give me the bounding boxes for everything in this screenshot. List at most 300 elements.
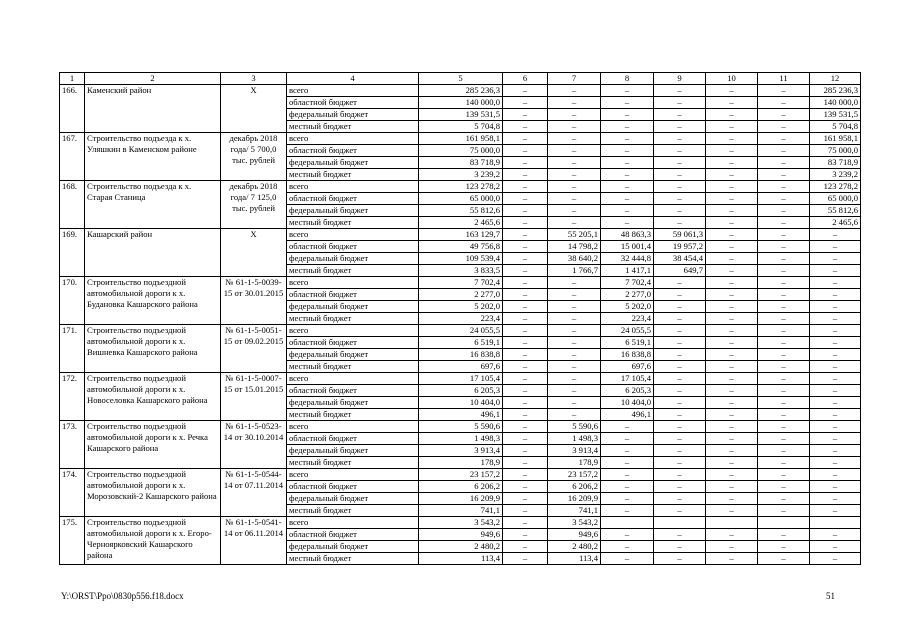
amount-cell: 3 913,4 (419, 445, 503, 457)
amount-cell: 2 480,2 (548, 541, 601, 553)
amount-cell: 16 209,9 (548, 493, 601, 505)
budget-source-cell: местный бюджет (287, 553, 419, 565)
row-number-cell: 170. (60, 277, 85, 325)
amount-cell: – (503, 481, 548, 493)
amount-cell: 140 000,0 (419, 97, 503, 109)
column-number-header: 8 (601, 73, 654, 85)
amount-cell: – (654, 85, 706, 97)
table-row (60, 421, 861, 433)
amount-cell: – (601, 109, 654, 121)
amount-cell: 6 519,1 (601, 337, 654, 349)
amount-cell: – (654, 145, 706, 157)
amount-cell: 949,6 (548, 529, 601, 541)
amount-cell: – (503, 445, 548, 457)
amount-cell: – (503, 385, 548, 397)
registration-cell: № 61-1-5-0541-14 от 06.11.2014 (221, 517, 287, 565)
amount-cell: – (503, 469, 548, 481)
amount-cell: – (503, 301, 548, 313)
amount-cell: 285 236,3 (419, 85, 503, 97)
amount-cell: – (654, 313, 706, 325)
budget-source-cell: всего (287, 133, 419, 145)
amount-cell: – (758, 157, 810, 169)
amount-cell: – (503, 517, 548, 529)
amount-cell: 5 202,0 (419, 301, 503, 313)
table-row (60, 373, 861, 385)
budget-source-cell: областной бюджет (287, 529, 419, 541)
column-number-header: 1 (60, 73, 85, 85)
amount-cell: – (758, 421, 810, 433)
amount-cell: 38 640,2 (548, 253, 601, 265)
amount-cell: – (758, 229, 810, 241)
amount-cell: – (758, 205, 810, 217)
amount-cell: 7 702,4 (419, 277, 503, 289)
amount-cell: – (601, 133, 654, 145)
amount-cell: 38 454,4 (654, 253, 706, 265)
amount-cell: 496,1 (601, 409, 654, 421)
amount-cell: – (654, 553, 706, 565)
amount-cell: – (758, 313, 810, 325)
amount-cell: – (706, 121, 758, 133)
amount-cell: 3 543,2 (419, 517, 503, 529)
amount-cell: – (654, 445, 706, 457)
amount-cell: 17 105,4 (419, 373, 503, 385)
column-number-header: 6 (503, 73, 548, 85)
amount-cell: – (810, 289, 861, 301)
amount-cell: – (706, 97, 758, 109)
amount-cell: – (758, 373, 810, 385)
table-row (60, 325, 861, 337)
amount-cell: – (654, 457, 706, 469)
amount-cell: – (758, 325, 810, 337)
amount-cell: 32 444,8 (601, 253, 654, 265)
amount-cell: – (654, 289, 706, 301)
amount-cell: – (503, 241, 548, 253)
amount-cell: – (810, 337, 861, 349)
amount-cell: – (654, 385, 706, 397)
amount-cell: – (503, 325, 548, 337)
amount-cell: 161 958,1 (419, 133, 503, 145)
amount-cell: – (503, 265, 548, 277)
amount-cell: 83 718,9 (810, 157, 861, 169)
column-number-header: 12 (810, 73, 861, 85)
header-row (60, 73, 861, 85)
amount-cell: 123 278,2 (810, 181, 861, 193)
amount-cell: – (810, 277, 861, 289)
object-name-cell: Строительство подъезда к х. Уляшкин в Каменском районе (85, 133, 221, 181)
amount-cell: – (548, 277, 601, 289)
amount-cell: – (706, 529, 758, 541)
amount-cell: – (601, 85, 654, 97)
row-number-cell: 167. (60, 133, 85, 181)
amount-cell: – (503, 397, 548, 409)
budget-source-cell: местный бюджет (287, 121, 419, 133)
budget-source-cell: федеральный бюджет (287, 397, 419, 409)
amount-cell: 83 718,9 (419, 157, 503, 169)
amount-cell: – (601, 541, 654, 553)
amount-cell: 23 157,2 (419, 469, 503, 481)
amount-cell: 6 519,1 (419, 337, 503, 349)
amount-cell: 7 702,4 (601, 277, 654, 289)
amount-cell: – (503, 193, 548, 205)
amount-cell: – (758, 145, 810, 157)
amount-cell: – (654, 481, 706, 493)
object-name-cell: Каменский район (85, 85, 221, 133)
amount-cell: – (503, 277, 548, 289)
amount-cell: – (548, 109, 601, 121)
amount-cell: – (503, 289, 548, 301)
amount-cell: – (601, 457, 654, 469)
registration-cell: декабрь 2018 года/ 5 700,0 тыс. рублей (221, 133, 287, 181)
table-row (60, 181, 861, 193)
amount-cell: – (601, 205, 654, 217)
amount-cell: – (706, 457, 758, 469)
budget-source-cell: федеральный бюджет (287, 157, 419, 169)
amount-cell: – (706, 277, 758, 289)
amount-cell: – (503, 337, 548, 349)
amount-cell: – (706, 157, 758, 169)
amount-cell: – (758, 277, 810, 289)
budget-source-cell: местный бюджет (287, 265, 419, 277)
amount-cell: – (758, 121, 810, 133)
amount-cell (654, 517, 706, 529)
amount-cell: 6 205,3 (419, 385, 503, 397)
amount-cell: – (503, 409, 548, 421)
amount-cell: – (706, 145, 758, 157)
amount-cell: – (601, 505, 654, 517)
amount-cell: 140 000,0 (810, 97, 861, 109)
budget-source-cell: всего (287, 85, 419, 97)
budget-source-cell: областной бюджет (287, 97, 419, 109)
amount-cell: – (654, 157, 706, 169)
amount-cell: 24 055,5 (601, 325, 654, 337)
amount-cell: 75 000,0 (419, 145, 503, 157)
amount-cell: – (548, 121, 601, 133)
amount-cell: – (503, 553, 548, 565)
amount-cell: – (503, 313, 548, 325)
amount-cell: – (706, 85, 758, 97)
amount-cell: 14 798,2 (548, 241, 601, 253)
registration-cell: № 61-1-5-0007-15 от 15.01.2015 (221, 373, 287, 421)
amount-cell: – (503, 457, 548, 469)
amount-cell: 15 001,4 (601, 241, 654, 253)
amount-cell: – (654, 505, 706, 517)
amount-cell: 5 704,8 (810, 121, 861, 133)
amount-cell: – (810, 433, 861, 445)
amount-cell: – (706, 469, 758, 481)
amount-cell: – (758, 349, 810, 361)
row-number-cell: 175. (60, 517, 85, 565)
amount-cell: – (503, 421, 548, 433)
amount-cell: – (503, 217, 548, 229)
budget-source-cell: всего (287, 181, 419, 193)
table-row (60, 517, 861, 529)
amount-cell: – (601, 445, 654, 457)
object-name-cell: Строительство подъездной автомобильной дороги к х. Речка Кашарского района (85, 421, 221, 469)
budget-source-cell: областной бюджет (287, 385, 419, 397)
amount-cell: – (758, 193, 810, 205)
amount-cell: – (810, 421, 861, 433)
amount-cell: – (706, 337, 758, 349)
budget-source-cell: местный бюджет (287, 169, 419, 181)
amount-cell: – (503, 133, 548, 145)
object-name-cell: Строительство подъездной автомобильной дороги к х. Вишневка Кашарского района (85, 325, 221, 373)
amount-cell: – (758, 505, 810, 517)
table-row (60, 85, 861, 97)
budget-source-cell: всего (287, 421, 419, 433)
amount-cell: – (548, 289, 601, 301)
amount-cell: – (654, 193, 706, 205)
amount-cell: – (810, 325, 861, 337)
amount-cell: 113,4 (419, 553, 503, 565)
amount-cell: – (503, 157, 548, 169)
amount-cell: 285 236,3 (810, 85, 861, 97)
registration-cell: № 61-1-5-0523-14 от 30.10.2014 (221, 421, 287, 469)
amount-cell: 16 838,8 (601, 349, 654, 361)
amount-cell: 75 000,0 (810, 145, 861, 157)
amount-cell: – (654, 205, 706, 217)
amount-cell: – (548, 133, 601, 145)
amount-cell: – (758, 301, 810, 313)
column-number-header: 2 (85, 73, 221, 85)
object-name-cell: Строительство подъездной автомобильной дороги к х. Морозовский-2 Кашарского района (85, 469, 221, 517)
row-number-cell: 168. (60, 181, 85, 229)
amount-cell: – (810, 313, 861, 325)
table-row (60, 229, 861, 241)
amount-cell: 2 480,2 (419, 541, 503, 553)
row-number-cell: 173. (60, 421, 85, 469)
amount-cell: – (503, 505, 548, 517)
amount-cell: 139 531,5 (419, 109, 503, 121)
amount-cell: – (654, 169, 706, 181)
row-number-cell: 172. (60, 373, 85, 421)
amount-cell: 10 404,0 (601, 397, 654, 409)
object-name-cell: Строительство подъездной автомобильной дороги к х. Новоселовка Кашарского района (85, 373, 221, 421)
amount-cell: – (758, 445, 810, 457)
amount-cell: – (548, 157, 601, 169)
amount-cell: – (654, 469, 706, 481)
amount-cell: – (758, 109, 810, 121)
registration-cell: декабрь 2018 года/ 7 125,0 тыс. рублей (221, 181, 287, 229)
amount-cell: – (654, 121, 706, 133)
amount-cell: – (654, 277, 706, 289)
amount-cell: 59 061,3 (654, 229, 706, 241)
amount-cell: – (601, 97, 654, 109)
amount-cell: 113,4 (548, 553, 601, 565)
amount-cell: – (548, 85, 601, 97)
amount-cell (601, 517, 654, 529)
amount-cell: – (706, 397, 758, 409)
registration-cell: № 61-1-5-0039-15 от 30.01.2015 (221, 277, 287, 325)
budget-source-cell: областной бюджет (287, 433, 419, 445)
amount-cell: – (758, 337, 810, 349)
budget-source-cell: всего (287, 229, 419, 241)
amount-cell: – (503, 145, 548, 157)
amount-cell: – (654, 529, 706, 541)
amount-cell: 6 205,3 (601, 385, 654, 397)
amount-cell: – (654, 337, 706, 349)
amount-cell: 139 531,5 (810, 109, 861, 121)
budget-source-cell: федеральный бюджет (287, 541, 419, 553)
amount-cell: 19 957,2 (654, 241, 706, 253)
budget-source-cell: областной бюджет (287, 193, 419, 205)
amount-cell: 48 863,3 (601, 229, 654, 241)
amount-cell: 10 404,0 (419, 397, 503, 409)
amount-cell: – (758, 433, 810, 445)
amount-cell: – (503, 541, 548, 553)
amount-cell: – (548, 205, 601, 217)
amount-cell: 949,6 (419, 529, 503, 541)
object-name-cell: Кашарский район (85, 229, 221, 277)
amount-cell: – (706, 253, 758, 265)
amount-cell: – (810, 553, 861, 565)
amount-cell: – (706, 373, 758, 385)
amount-cell (706, 517, 758, 529)
amount-cell: 5 590,6 (548, 421, 601, 433)
row-number-cell: 166. (60, 85, 85, 133)
amount-cell: – (503, 253, 548, 265)
amount-cell: – (810, 505, 861, 517)
amount-cell: 741,1 (548, 505, 601, 517)
budget-source-cell: всего (287, 373, 419, 385)
budget-source-cell: местный бюджет (287, 505, 419, 517)
amount-cell: – (706, 229, 758, 241)
amount-cell: – (654, 301, 706, 313)
amount-cell: – (706, 265, 758, 277)
amount-cell: – (706, 313, 758, 325)
amount-cell: – (810, 481, 861, 493)
amount-cell: 1 498,3 (548, 433, 601, 445)
budget-source-cell: местный бюджет (287, 361, 419, 373)
budget-source-cell: федеральный бюджет (287, 445, 419, 457)
amount-cell: 5 202,0 (601, 301, 654, 313)
amount-cell: 178,9 (548, 457, 601, 469)
amount-cell: – (503, 361, 548, 373)
amount-cell: – (503, 109, 548, 121)
amount-cell: – (810, 529, 861, 541)
amount-cell: – (654, 409, 706, 421)
budget-source-cell: всего (287, 325, 419, 337)
amount-cell: – (548, 193, 601, 205)
object-name-cell: Строительство подъезда к х. Старая Станица (85, 181, 221, 229)
amount-cell: – (706, 205, 758, 217)
amount-cell: 65 000,0 (810, 193, 861, 205)
amount-cell: – (706, 541, 758, 553)
budget-source-cell: областной бюджет (287, 145, 419, 157)
budget-source-cell: областной бюджет (287, 289, 419, 301)
column-number-header: 3 (221, 73, 287, 85)
column-number-header: 4 (287, 73, 419, 85)
amount-cell: – (503, 121, 548, 133)
amount-cell: 55 205,1 (548, 229, 601, 241)
amount-cell: – (758, 133, 810, 145)
footer-file-path: Y:\ORST\Ppo\0830p556.f18.docx (61, 591, 184, 601)
amount-cell: – (601, 169, 654, 181)
budget-source-cell: федеральный бюджет (287, 301, 419, 313)
amount-cell: – (548, 373, 601, 385)
amount-cell (810, 517, 861, 529)
amount-cell: – (810, 409, 861, 421)
amount-cell: – (706, 181, 758, 193)
amount-cell: – (548, 325, 601, 337)
amount-cell: – (706, 349, 758, 361)
amount-cell: 2 277,0 (601, 289, 654, 301)
amount-cell: 223,4 (601, 313, 654, 325)
amount-cell: – (810, 385, 861, 397)
amount-cell: – (503, 229, 548, 241)
amount-cell: – (503, 169, 548, 181)
amount-cell: – (758, 253, 810, 265)
amount-cell: 697,6 (601, 361, 654, 373)
amount-cell: – (706, 385, 758, 397)
table-row (60, 469, 861, 481)
amount-cell: – (706, 553, 758, 565)
amount-cell: 16 209,9 (419, 493, 503, 505)
budget-table (59, 72, 861, 565)
amount-cell: – (706, 241, 758, 253)
budget-source-cell: областной бюджет (287, 241, 419, 253)
amount-cell: – (810, 361, 861, 373)
amount-cell: – (654, 349, 706, 361)
amount-cell: 1 498,3 (419, 433, 503, 445)
row-number-cell: 171. (60, 325, 85, 373)
amount-cell: – (758, 85, 810, 97)
amount-cell: – (601, 421, 654, 433)
amount-cell: – (810, 493, 861, 505)
budget-source-cell: федеральный бюджет (287, 205, 419, 217)
amount-cell: – (548, 217, 601, 229)
registration-cell: Х (221, 229, 287, 277)
row-number-cell: 169. (60, 229, 85, 277)
amount-cell: – (601, 145, 654, 157)
registration-cell: № 61-1-5-0051-15 от 09.02.2015 (221, 325, 287, 373)
amount-cell: 16 838,8 (419, 349, 503, 361)
amount-cell: – (810, 445, 861, 457)
amount-cell: 163 129,7 (419, 229, 503, 241)
amount-cell: – (548, 169, 601, 181)
amount-cell: – (654, 541, 706, 553)
amount-cell: – (503, 529, 548, 541)
amount-cell: – (758, 361, 810, 373)
amount-cell: – (810, 349, 861, 361)
amount-cell: – (706, 493, 758, 505)
amount-cell: – (503, 181, 548, 193)
amount-cell: 223,4 (419, 313, 503, 325)
table-row (60, 277, 861, 289)
amount-cell: – (758, 541, 810, 553)
amount-cell: – (548, 385, 601, 397)
amount-cell: 6 206,2 (419, 481, 503, 493)
amount-cell: 23 157,2 (548, 469, 601, 481)
amount-cell: – (654, 361, 706, 373)
object-name-cell: Строительство подъездной автомобильной дороги к х. Будановка Кашарского района (85, 277, 221, 325)
amount-cell: – (601, 217, 654, 229)
amount-cell: – (654, 109, 706, 121)
amount-cell: 178,9 (419, 457, 503, 469)
amount-cell: 3 239,2 (810, 169, 861, 181)
amount-cell: – (654, 493, 706, 505)
amount-cell: – (706, 445, 758, 457)
amount-cell: – (706, 409, 758, 421)
budget-source-cell: местный бюджет (287, 217, 419, 229)
amount-cell: – (654, 397, 706, 409)
amount-cell: – (503, 205, 548, 217)
amount-cell: 55 812,6 (419, 205, 503, 217)
amount-cell: – (654, 181, 706, 193)
amount-cell: – (601, 181, 654, 193)
amount-cell: 24 055,5 (419, 325, 503, 337)
amount-cell: – (654, 217, 706, 229)
registration-cell: № 61-1-5-0544-14 от 07.11.2014 (221, 469, 287, 517)
